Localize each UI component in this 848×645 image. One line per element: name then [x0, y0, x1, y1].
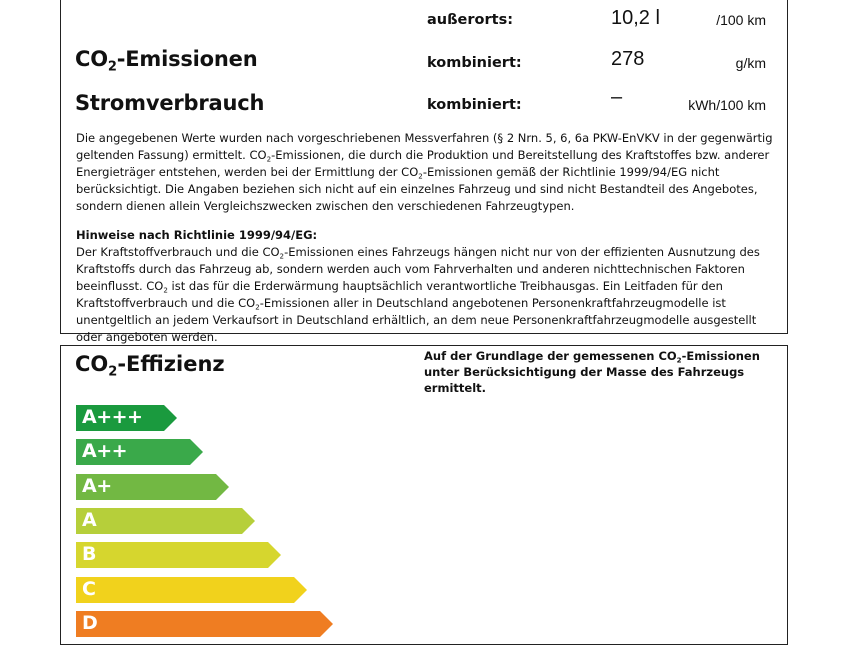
efficiency-class-label: C: [82, 577, 96, 600]
efficiency-arrow-shape: [76, 577, 307, 603]
efficiency-class-label: A+: [82, 474, 112, 497]
efficiency-class-aplusplus: [76, 439, 203, 465]
efficiency-class-label: D: [82, 611, 98, 634]
strom-combined-label: kombiniert:: [427, 97, 522, 113]
efficiency-class-label: A: [82, 508, 97, 531]
efficiency-class-d: [76, 611, 333, 637]
efficiency-class-label: A+++: [82, 406, 143, 428]
efficiency-panel: [60, 345, 788, 645]
efficiency-class-aplus: [76, 474, 229, 500]
efficiency-class-c: [76, 577, 307, 603]
strom-combined-value: –: [611, 86, 623, 108]
efficiency-note: Auf der Grundlage der gemessenen $CO_2$-Emissionen unter Berücksichtigung der Masse des Fahrzeugs ermittelt.: [424, 349, 760, 395]
directive-notes: Hinweise nach Richtlinie 1999/94/EG: Der Kraftstoffverbrauch und die $CO_2$-Emissionen eines Fahrzeugs hängen nicht nur von der effizienten Ausnutzung des Kraftstoffs durch das Fahrzeug ab, sondern werden auch vom Fahrverhalten und anderen nichttechnischen Faktoren beeinflusst. $CO_2$ ist das für die Erderwärmung hauptsächlich verantwortliche Treibhausgas. Ein Leitfaden für den Kraftstoffverbrauch und die $CO_2$-Emissionen aller in Deutschland angebotenen Personenkraftfahrzeugmodelle ist unentgeltlich an jedem Verkaufsort in Deutschland erhältlich, an dem neue Personenkraftfahrzeugmodelle ausgestellt oder angeboten werden.: [76, 228, 760, 344]
efficiency-class-label: B: [82, 543, 96, 566]
efficiency-class-b: [76, 542, 281, 568]
efficiency-arrow-shape: [76, 542, 281, 568]
co2-combined-unit: g/km: [735, 55, 766, 71]
ausserorts-label: außerorts:: [427, 12, 513, 28]
strom-combined-unit: kWh/100 km: [688, 97, 766, 113]
stromverbrauch-title: Stromverbrauch: [75, 91, 265, 115]
measurement-disclaimer: Die angegebenen Werte wurden nach vorgeschriebenen Messverfahren (§ 2 Nrn. 5, 6, 6a PKW-EnVKV in der gegenwärtig geltenden Fassung) ermittelt. $CO_2$-Emissionen, die durch die Produktion und Bereitstellung des Kraftstoffes bzw. anderer Energieträger entstehen, werden bei der Ermittlung der $CO_2$-Emissionen gemäß der Richtlinie 1999/94/EG nicht berücksichtigt. Die Angaben beziehen sich nicht auf ein einzelnes Fahrzeug und sind nicht Bestandteil des Angebotes, sondern dienen allein Vergleichszwecken zwischen den verschiedenen Fahrzeugtypen.: [76, 131, 773, 213]
co2-combined-label: kombiniert:: [427, 55, 522, 71]
efficiency-class-a: [76, 508, 255, 534]
ausserorts-unit: /100 km: [716, 12, 766, 28]
consumption-panel: [60, 0, 788, 344]
co2-emissions-title: $CO_2$-Emissionen: [75, 47, 258, 75]
efficiency-arrow-shape: [76, 508, 255, 534]
efficiency-class-label: A++: [82, 440, 128, 463]
co2-combined-value: 278: [611, 48, 645, 70]
ausserorts-value: 10,2 l: [611, 7, 660, 29]
efficiency-class-aplusplusplus: [76, 405, 177, 431]
directive-heading: Hinweise nach Richtlinie 1999/94/EG:: [76, 228, 318, 242]
efficiency-title: $CO_2$-Effizienz: [75, 352, 225, 380]
efficiency-arrow-shape: [76, 611, 333, 637]
